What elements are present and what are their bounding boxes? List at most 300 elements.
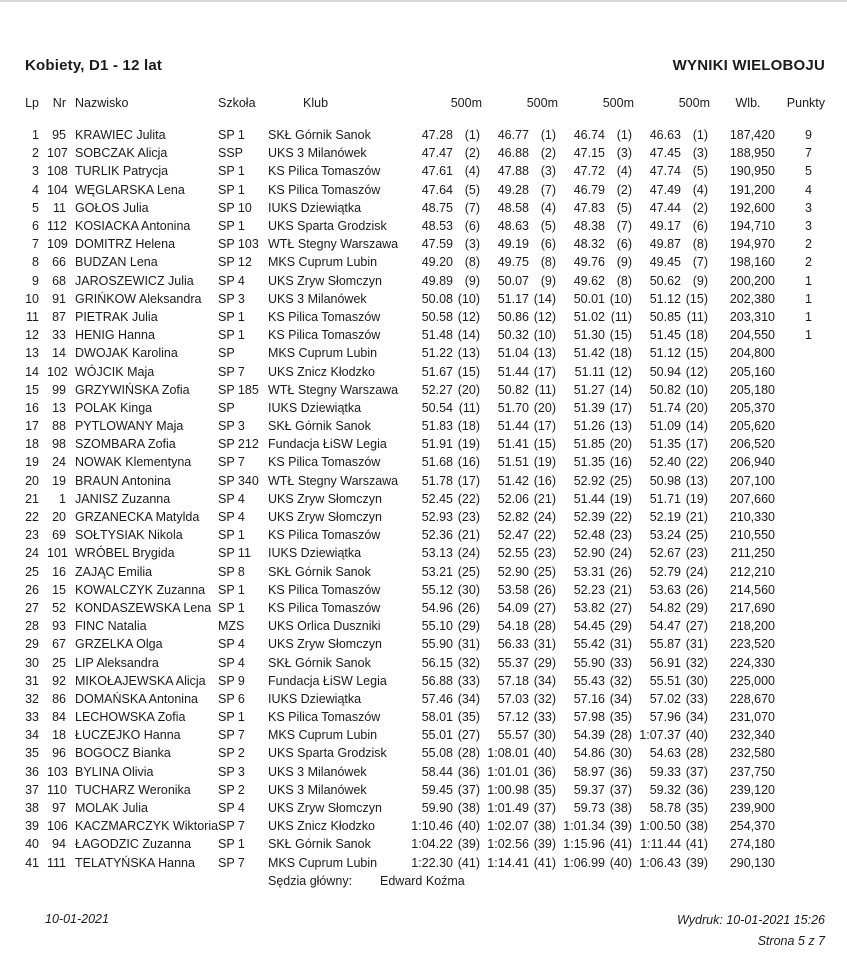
race-500m-cell-2 bbox=[487, 817, 563, 835]
race-time-wrap bbox=[411, 219, 480, 233]
table-row bbox=[25, 326, 825, 344]
table-row bbox=[25, 162, 825, 180]
school-cell: SP 12 bbox=[218, 255, 252, 270]
race-rank: (10) bbox=[533, 328, 556, 343]
points-cell bbox=[781, 726, 825, 744]
race-time: 1:14.41 bbox=[487, 855, 529, 870]
bib-number-cell: 109 bbox=[47, 237, 68, 252]
race-500m-cell-3 bbox=[563, 144, 639, 162]
race-time: 48.75 bbox=[421, 200, 453, 215]
race-time: 47.47 bbox=[421, 146, 453, 161]
race-time-wrap bbox=[487, 455, 556, 469]
race-time-wrap bbox=[487, 274, 556, 288]
race-time-wrap bbox=[487, 383, 556, 397]
race-time-wrap bbox=[639, 801, 708, 815]
race-time: 49.75 bbox=[497, 255, 529, 270]
race-time: 56.33 bbox=[497, 637, 529, 652]
race-time: 52.79 bbox=[649, 564, 681, 579]
race-rank: (32) bbox=[609, 673, 632, 688]
points-cell bbox=[781, 799, 825, 817]
race-time: 50.01 bbox=[573, 291, 605, 306]
race-time-wrap bbox=[563, 837, 632, 851]
race-rank: (37) bbox=[609, 782, 632, 797]
race-time-wrap bbox=[411, 455, 480, 469]
multi-event-total-cell: 237,750 bbox=[729, 764, 775, 779]
school-cell: SP 1 bbox=[218, 837, 245, 852]
club-cell: MKS Cuprum Lubin bbox=[268, 728, 378, 743]
race-500m-cell-1 bbox=[411, 617, 487, 635]
race-rank: (12) bbox=[533, 309, 556, 324]
race-rank: (9) bbox=[692, 273, 708, 288]
club-cell: UKS 3 Milanówek bbox=[268, 291, 367, 306]
race-time: 51.42 bbox=[573, 346, 605, 361]
race-time: 57.18 bbox=[497, 673, 529, 688]
race-rank: (6) bbox=[540, 237, 556, 252]
points-cell bbox=[781, 344, 825, 362]
place-cell: 35 bbox=[25, 746, 39, 761]
multi-event-total-cell: 194,710 bbox=[729, 219, 775, 234]
name-cell: PYTLOWANY Maja bbox=[75, 419, 184, 434]
multi-event-total-cell: 239,120 bbox=[729, 782, 775, 797]
race-time: 55.87 bbox=[649, 637, 681, 652]
race-time-wrap bbox=[563, 601, 632, 615]
race-time-wrap bbox=[639, 565, 708, 579]
col-header-school: Szkoła bbox=[218, 96, 256, 110]
school-cell: SP 10 bbox=[218, 200, 252, 215]
race-500m-cell-1 bbox=[411, 417, 487, 435]
race-rank: (33) bbox=[457, 673, 480, 688]
col-header-punkty: Punkty bbox=[786, 96, 825, 110]
race-time: 49.45 bbox=[649, 255, 681, 270]
race-rank: (9) bbox=[464, 273, 480, 288]
race-rank: (30) bbox=[457, 582, 480, 597]
bib-number-cell: 66 bbox=[52, 255, 66, 270]
school-cell: SP 1 bbox=[218, 582, 245, 597]
race-time-wrap bbox=[563, 674, 632, 688]
place-cell: 41 bbox=[25, 855, 39, 870]
place-cell: 21 bbox=[25, 491, 39, 506]
race-500m-cell-1 bbox=[411, 472, 487, 490]
race-time-wrap bbox=[563, 237, 632, 251]
race-500m-cell-1 bbox=[411, 635, 487, 653]
race-time: 52.23 bbox=[573, 582, 605, 597]
school-cell: SP 11 bbox=[218, 546, 251, 561]
race-time-wrap bbox=[487, 528, 556, 542]
place-cell: 28 bbox=[25, 619, 39, 634]
race-time: 54.86 bbox=[573, 746, 605, 761]
race-time-wrap bbox=[411, 783, 480, 797]
col-header-wlb: Wlb. bbox=[735, 96, 761, 110]
race-time-wrap bbox=[487, 201, 556, 215]
school-cell: MZS bbox=[218, 619, 245, 634]
bib-number-cell: 11 bbox=[53, 200, 66, 215]
race-rank: (18) bbox=[609, 346, 632, 361]
place-cell: 33 bbox=[25, 710, 39, 725]
club-cell: UKS Zryw Słomczyn bbox=[268, 510, 382, 525]
race-time: 47.59 bbox=[421, 237, 453, 252]
table-row bbox=[25, 472, 825, 490]
race-time-wrap bbox=[411, 383, 480, 397]
name-cell: GRZYWIŃSKA Zofia bbox=[75, 382, 190, 397]
place-cell: 10 bbox=[25, 291, 39, 306]
race-500m-cell-2 bbox=[487, 417, 563, 435]
points-cell bbox=[781, 435, 825, 453]
race-time-wrap bbox=[487, 219, 556, 233]
race-time: 55.08 bbox=[421, 746, 453, 761]
race-500m-cell-4 bbox=[639, 290, 715, 308]
race-rank: (13) bbox=[457, 346, 480, 361]
name-cell: BUDZAN Lena bbox=[75, 255, 158, 270]
race-rank: (2) bbox=[540, 146, 556, 161]
name-cell: ŁAGODZIC Zuzanna bbox=[75, 837, 192, 852]
table-row bbox=[25, 672, 825, 690]
race-time: 50.85 bbox=[649, 309, 681, 324]
race-rank: (28) bbox=[685, 746, 708, 761]
race-time-wrap bbox=[487, 565, 556, 579]
race-500m-cell-4 bbox=[639, 381, 715, 399]
table-row bbox=[25, 599, 825, 617]
race-rank: (38) bbox=[609, 801, 632, 816]
race-time: 1:22.30 bbox=[411, 855, 453, 870]
race-time-wrap bbox=[487, 783, 556, 797]
race-500m-cell-4 bbox=[639, 817, 715, 835]
race-time: 53.63 bbox=[649, 582, 681, 597]
race-rank: (25) bbox=[685, 528, 708, 543]
race-rank: (3) bbox=[616, 146, 632, 161]
race-time: 1:01.34 bbox=[563, 819, 605, 834]
school-cell: SP 7 bbox=[218, 455, 245, 470]
name-cell: TELATYŃSKA Hanna bbox=[75, 855, 195, 870]
race-rank: (27) bbox=[685, 619, 708, 634]
bib-number-cell: 15 bbox=[52, 582, 66, 597]
race-rank: (14) bbox=[457, 328, 480, 343]
race-time: 52.45 bbox=[421, 491, 453, 506]
bib-number-cell: 101 bbox=[47, 546, 68, 561]
race-time: 52.92 bbox=[573, 473, 605, 488]
race-time-wrap bbox=[411, 401, 480, 415]
race-time: 52.19 bbox=[649, 510, 681, 525]
race-time: 51.68 bbox=[421, 455, 453, 470]
points-cell bbox=[781, 617, 825, 635]
multi-event-total-cell: 290,130 bbox=[729, 855, 775, 870]
race-time-wrap bbox=[563, 292, 632, 306]
multi-event-total-cell: 192,600 bbox=[729, 200, 775, 215]
race-time: 46.74 bbox=[573, 128, 605, 143]
race-rank: (35) bbox=[609, 710, 632, 725]
race-rank: (3) bbox=[464, 237, 480, 252]
race-time-wrap bbox=[487, 546, 556, 560]
race-rank: (20) bbox=[457, 382, 480, 397]
points-cell bbox=[781, 508, 825, 526]
race-time: 51.35 bbox=[649, 437, 681, 452]
school-cell: SP 1 bbox=[218, 219, 245, 234]
club-cell: KS Pilica Tomaszów bbox=[268, 182, 381, 197]
race-time: 55.42 bbox=[573, 637, 605, 652]
race-rank: (10) bbox=[685, 382, 708, 397]
race-500m-cell-3 bbox=[563, 126, 639, 144]
race-time: 55.43 bbox=[573, 673, 605, 688]
club-cell: UKS Znicz Kłodzko bbox=[268, 819, 375, 834]
race-500m-cell-2 bbox=[487, 126, 563, 144]
bib-number-cell: 19 bbox=[52, 473, 66, 488]
race-rank: (38) bbox=[685, 819, 708, 834]
race-time-wrap bbox=[563, 637, 632, 651]
race-rank: (23) bbox=[609, 528, 632, 543]
race-500m-cell-1 bbox=[411, 726, 487, 744]
race-rank: (1) bbox=[540, 128, 556, 143]
race-rank: (26) bbox=[685, 582, 708, 597]
col-header-500m-2: 500m bbox=[526, 96, 558, 110]
race-time-wrap bbox=[563, 455, 632, 469]
place-cell: 12 bbox=[25, 328, 39, 343]
race-time: 49.28 bbox=[497, 182, 529, 197]
race-500m-cell-1 bbox=[411, 326, 487, 344]
judge-name: Edward Koźma bbox=[380, 873, 465, 888]
name-cell: KACZMARCZYK Wiktoria bbox=[75, 819, 218, 834]
race-rank: (29) bbox=[685, 600, 708, 615]
race-time: 1:02.56 bbox=[487, 837, 529, 852]
school-cell: SP 7 bbox=[218, 728, 245, 743]
race-time: 55.57 bbox=[497, 728, 529, 743]
race-rank: (2) bbox=[692, 200, 708, 215]
multi-event-total-cell: 212,210 bbox=[729, 564, 775, 579]
results-heading: WYNIKI WIELOBOJU bbox=[672, 57, 825, 74]
bib-number-cell: 96 bbox=[52, 746, 66, 761]
race-time-wrap bbox=[639, 219, 708, 233]
race-time-wrap bbox=[563, 219, 632, 233]
race-rank: (2) bbox=[464, 146, 480, 161]
race-time: 50.82 bbox=[649, 382, 681, 397]
multi-event-total-cell: 205,180 bbox=[729, 382, 775, 397]
race-time: 51.04 bbox=[497, 346, 529, 361]
points-cell bbox=[781, 599, 825, 617]
race-500m-cell-4 bbox=[639, 181, 715, 199]
name-cell: TUCHARZ Weronika bbox=[75, 782, 191, 797]
race-time: 1:02.07 bbox=[487, 819, 529, 834]
bib-number-cell: 84 bbox=[52, 710, 66, 725]
race-500m-cell-4 bbox=[639, 763, 715, 781]
race-time: 47.28 bbox=[421, 128, 453, 143]
club-cell: IUKS Dziewiątka bbox=[268, 546, 362, 561]
col-header-500m-3: 500m bbox=[602, 96, 634, 110]
race-time-wrap bbox=[487, 146, 556, 160]
race-500m-cell-2 bbox=[487, 144, 563, 162]
race-time-wrap bbox=[411, 837, 480, 851]
race-time-wrap bbox=[639, 765, 708, 779]
club-cell: KS Pilica Tomaszów bbox=[268, 600, 381, 615]
race-500m-cell-3 bbox=[563, 744, 639, 762]
points-cell bbox=[781, 526, 825, 544]
race-time-wrap bbox=[411, 637, 480, 651]
race-time: 51.41 bbox=[497, 437, 529, 452]
race-time-wrap bbox=[411, 164, 480, 178]
race-rank: (40) bbox=[533, 746, 556, 761]
name-cell: FINC Natalia bbox=[75, 619, 147, 634]
race-500m-cell-1 bbox=[411, 817, 487, 835]
race-rank: (12) bbox=[609, 364, 632, 379]
race-rank: (38) bbox=[457, 801, 480, 816]
race-rank: (31) bbox=[609, 637, 632, 652]
multi-event-total-cell: 232,580 bbox=[729, 746, 775, 761]
points-cell bbox=[781, 817, 825, 835]
race-500m-cell-3 bbox=[563, 672, 639, 690]
race-rank: (33) bbox=[685, 691, 708, 706]
race-rank: (30) bbox=[533, 728, 556, 743]
place-cell: 34 bbox=[25, 728, 39, 743]
race-rank: (31) bbox=[533, 637, 556, 652]
race-time-wrap bbox=[487, 237, 556, 251]
name-cell: WRÓBEL Brygida bbox=[75, 546, 175, 561]
table-row bbox=[25, 508, 825, 526]
place-cell: 40 bbox=[25, 837, 39, 852]
race-500m-cell-3 bbox=[563, 854, 639, 872]
race-time: 51.45 bbox=[649, 328, 681, 343]
table-row bbox=[25, 417, 825, 435]
race-500m-cell-2 bbox=[487, 399, 563, 417]
race-500m-cell-4 bbox=[639, 708, 715, 726]
page-footer bbox=[25, 910, 825, 952]
multi-event-total-cell: 205,370 bbox=[729, 400, 775, 415]
multi-event-total-cell: 205,160 bbox=[729, 364, 775, 379]
race-time-wrap bbox=[563, 656, 632, 670]
race-time: 50.82 bbox=[497, 382, 529, 397]
race-rank: (28) bbox=[609, 728, 632, 743]
race-time: 57.98 bbox=[573, 710, 605, 725]
school-cell: SP 4 bbox=[218, 801, 245, 816]
place-cell: 15 bbox=[25, 382, 39, 397]
race-500m-cell-1 bbox=[411, 835, 487, 853]
race-500m-cell-2 bbox=[487, 290, 563, 308]
race-500m-cell-2 bbox=[487, 635, 563, 653]
club-cell: IUKS Dziewiątka bbox=[268, 691, 362, 706]
race-rank: (25) bbox=[533, 564, 556, 579]
race-time-wrap bbox=[639, 164, 708, 178]
race-time-wrap bbox=[639, 856, 708, 870]
race-500m-cell-4 bbox=[639, 581, 715, 599]
race-time: 49.17 bbox=[649, 219, 681, 234]
race-500m-cell-1 bbox=[411, 708, 487, 726]
table-row bbox=[25, 763, 825, 781]
club-cell: KS Pilica Tomaszów bbox=[268, 164, 381, 179]
table-row bbox=[25, 690, 825, 708]
race-rank: (35) bbox=[685, 801, 708, 816]
table-row bbox=[25, 308, 825, 326]
race-rank: (20) bbox=[533, 400, 556, 415]
race-time: 51.17 bbox=[497, 291, 529, 306]
race-rank: (24) bbox=[685, 564, 708, 579]
race-time-wrap bbox=[563, 346, 632, 360]
header-row bbox=[25, 79, 825, 126]
name-cell: ZAJĄC Emilia bbox=[75, 564, 153, 579]
race-time-wrap bbox=[411, 419, 480, 433]
race-time: 47.83 bbox=[573, 200, 605, 215]
race-rank: (37) bbox=[533, 801, 556, 816]
place-cell: 6 bbox=[32, 219, 39, 234]
table-row bbox=[25, 581, 825, 599]
multi-event-total-cell: 214,560 bbox=[729, 582, 775, 597]
club-cell: KS Pilica Tomaszów bbox=[268, 328, 381, 343]
race-time: 57.12 bbox=[497, 710, 529, 725]
club-cell: Fundacja ŁiSW Legia bbox=[268, 437, 387, 452]
race-time: 48.63 bbox=[497, 219, 529, 234]
race-500m-cell-4 bbox=[639, 253, 715, 271]
race-time: 54.82 bbox=[649, 600, 681, 615]
race-500m-cell-2 bbox=[487, 799, 563, 817]
race-rank: (33) bbox=[609, 655, 632, 670]
race-time-wrap bbox=[411, 292, 480, 306]
race-time-wrap bbox=[487, 328, 556, 342]
table-row bbox=[25, 217, 825, 235]
race-500m-cell-2 bbox=[487, 272, 563, 290]
race-rank: (34) bbox=[533, 673, 556, 688]
race-time-wrap bbox=[487, 401, 556, 415]
school-cell: SP 4 bbox=[218, 491, 245, 506]
race-time-wrap bbox=[411, 255, 480, 269]
club-cell: UKS Sparta Grodzisk bbox=[268, 219, 387, 234]
race-500m-cell-1 bbox=[411, 435, 487, 453]
race-time-wrap bbox=[639, 401, 708, 415]
race-time: 56.88 bbox=[421, 673, 453, 688]
race-500m-cell-2 bbox=[487, 344, 563, 362]
race-500m-cell-1 bbox=[411, 544, 487, 562]
race-500m-cell-4 bbox=[639, 799, 715, 817]
race-500m-cell-4 bbox=[639, 326, 715, 344]
table-row bbox=[25, 635, 825, 653]
name-cell: GRZANECKA Matylda bbox=[75, 510, 200, 525]
multi-event-total-cell: 205,620 bbox=[729, 419, 775, 434]
place-cell: 16 bbox=[25, 400, 39, 415]
race-500m-cell-3 bbox=[563, 435, 639, 453]
race-rank: (36) bbox=[457, 764, 480, 779]
race-rank: (14) bbox=[685, 419, 708, 434]
bib-number-cell: 107 bbox=[47, 146, 68, 161]
race-500m-cell-3 bbox=[563, 835, 639, 853]
race-rank: (37) bbox=[457, 782, 480, 797]
race-time: 52.06 bbox=[497, 491, 529, 506]
race-time-wrap bbox=[639, 692, 708, 706]
race-500m-cell-3 bbox=[563, 417, 639, 435]
race-time-wrap bbox=[487, 601, 556, 615]
footer-right bbox=[677, 910, 825, 952]
multi-event-total-cell: 231,070 bbox=[729, 710, 775, 725]
race-rank: (40) bbox=[457, 819, 480, 834]
race-time: 51.30 bbox=[573, 328, 605, 343]
bib-number-cell: 99 bbox=[52, 382, 66, 397]
school-cell: SP 1 bbox=[218, 164, 245, 179]
race-time-wrap bbox=[487, 128, 556, 142]
race-500m-cell-3 bbox=[563, 690, 639, 708]
footer-date: 10-01-2021 bbox=[45, 911, 109, 926]
race-time: 51.09 bbox=[649, 419, 681, 434]
race-500m-cell-3 bbox=[563, 817, 639, 835]
race-rank: (2) bbox=[616, 182, 632, 197]
race-500m-cell-3 bbox=[563, 453, 639, 471]
school-cell: SP 340 bbox=[218, 473, 259, 488]
race-500m-cell-1 bbox=[411, 799, 487, 817]
race-time: 59.73 bbox=[573, 801, 605, 816]
race-rank: (9) bbox=[616, 255, 632, 270]
race-time-wrap bbox=[487, 837, 556, 851]
bib-number-cell: 18 bbox=[52, 728, 66, 743]
table-row bbox=[25, 617, 825, 635]
bib-number-cell: 112 bbox=[47, 219, 67, 234]
points-cell bbox=[781, 653, 825, 671]
race-time-wrap bbox=[563, 183, 632, 197]
race-time-wrap bbox=[563, 255, 632, 269]
race-500m-cell-3 bbox=[563, 326, 639, 344]
race-500m-cell-2 bbox=[487, 544, 563, 562]
race-500m-cell-4 bbox=[639, 690, 715, 708]
